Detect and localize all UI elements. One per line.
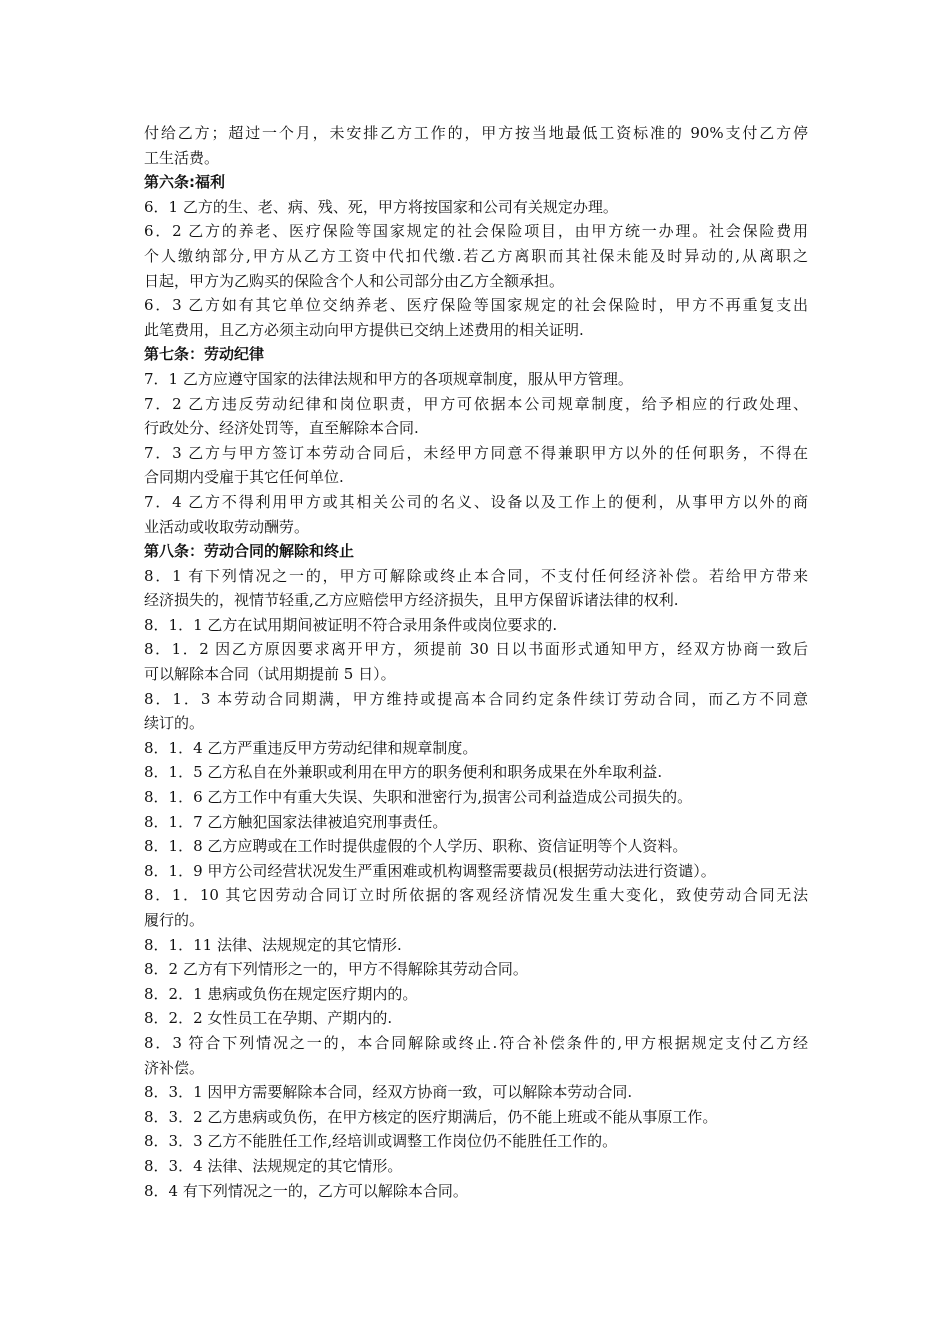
- text-line: 8．3．3 乙方不能胜任工作,经培训或调整工作岗位仍不能胜任工作的。: [144, 1132, 618, 1151]
- text-line: 8．1．9 甲方公司经营状况发生严重困难或机构调整需要裁员(根据劳动法进行资谴）。: [144, 861, 716, 880]
- text-line: 8．1．3 本劳动合同期满，甲方维持或提高本合同约定条件续订劳动合同，而乙方不同意: [144, 689, 808, 708]
- text-line: 7．3 乙方与甲方签订本劳动合同后，未经甲方同意不得兼职甲方以外的任何职务，不得在: [144, 443, 808, 462]
- clause-paragraph: [144, 982, 808, 1007]
- text-line: 8．3．4 法律、法规规定的其它情形。: [144, 1156, 403, 1175]
- clause-paragraph: [144, 1154, 808, 1179]
- clause-paragraph: [144, 957, 808, 982]
- clause-paragraph: [144, 613, 808, 638]
- clause-paragraph: [144, 392, 808, 441]
- text-line: 8．2．1 患病或负伤在规定医疗期内的。: [144, 984, 418, 1003]
- clause-paragraph: [144, 883, 808, 932]
- text-line: 8．1 有下列情况之一的，甲方可解除或终止本合同，不支付任何经济补偿。若给甲方带来: [144, 566, 808, 585]
- text-line: 6．1 乙方的生、老、病、残、死，甲方将按国家和公司有关规定办理。: [144, 197, 618, 216]
- clause-paragraph: [144, 1006, 808, 1031]
- clause-paragraph: [144, 195, 808, 220]
- text-line: 8．1．1 乙方在试用期间被证明不符合录用条件或岗位要求的.: [144, 615, 558, 634]
- text-line: 6．3 乙方如有其它单位交纳养老、医疗保险等国家规定的社会保险时，甲方不再重复支出: [144, 296, 808, 315]
- text-line: 7．4 乙方不得利用甲方或其相关公司的名义、设备以及工作上的便利，从事甲方以外的商: [144, 492, 808, 511]
- text-line: 工生活费。: [144, 148, 220, 167]
- clause-paragraph: [144, 367, 808, 392]
- text-line: 履行的。: [144, 911, 205, 929]
- clause-paragraph: [144, 441, 808, 490]
- text-line: 此笔费用，且乙方必须主动向甲方提供已交纳上述费用的相关证明.: [144, 320, 584, 339]
- clause-paragraph: [144, 687, 808, 736]
- clause-paragraph: [144, 564, 808, 613]
- clause-paragraph: [144, 293, 808, 342]
- section-heading: 第六条:福利: [144, 173, 225, 192]
- clause-paragraph: [144, 219, 808, 293]
- text-line: 6．2 乙方的养老、医疗保险等国家规定的社会保险项目，由甲方统一办理。社会保险费用: [144, 222, 808, 241]
- text-line: 日起，甲方为乙购买的保险含个人和公司部分由乙方全额承担。: [144, 271, 565, 290]
- clause-paragraph: [144, 490, 808, 539]
- clause-paragraph: [144, 1080, 808, 1105]
- text-line: 7．2 乙方违反劳动纪律和岗位职责，甲方可依据本公司规章制度，给予相应的行政处理、: [144, 394, 808, 413]
- clause-paragraph: [144, 1031, 808, 1080]
- text-line: 8．1．7 乙方触犯国家法律被追究刑事责任。: [144, 812, 448, 831]
- clause-paragraph: [144, 785, 808, 810]
- clause-paragraph: [144, 637, 808, 686]
- text-line: 业活动或收取劳动酬劳。: [144, 517, 310, 536]
- text-line: 续订的。: [144, 714, 205, 733]
- text-line: 个人缴纳部分,甲方从乙方工资中代扣代缴.若乙方离职而其社保未能及时异动的,从离职之: [144, 246, 808, 265]
- text-line: 8．3 符合下列情况之一的，本合同解除或终止.符合补偿条件的,甲方根据规定支付乙方经: [144, 1033, 808, 1052]
- clause-paragraph: [144, 859, 808, 884]
- text-line: 合同期内受雇于其它任何单位.: [144, 468, 344, 487]
- text-line: 8．1．8 乙方应聘或在工作时提供虚假的个人学历、职称、资信证明等个人资料。: [144, 837, 688, 856]
- text-line: 8．2．2 女性员工在孕期、产期内的.: [144, 1009, 393, 1028]
- text-line: 经济损失的，视情节轻重,乙方应赔偿甲方经济损失，且甲方保留诉诸法律的权利.: [144, 591, 679, 610]
- text-line: 8．3．1 因甲方需要解除本合同，经双方协商一致，可以解除本劳动合同.: [144, 1083, 633, 1102]
- text-line: 8．2 乙方有下列情形之一的，甲方不得解除其劳动合同。: [144, 960, 528, 979]
- text-line: 8．1．2 因乙方原因要求离开甲方，须提前 30 日以书面形式通知甲方，经双方协商一致后: [144, 640, 808, 659]
- clause-paragraph: [144, 736, 808, 761]
- clause-paragraph: [144, 1105, 808, 1130]
- clause-paragraph: [144, 933, 808, 958]
- text-line: 可以解除本合同（试用期提前 5 日）。: [144, 665, 396, 684]
- text-line: 济补偿。: [144, 1058, 205, 1077]
- text-line: 8．1．6 乙方工作中有重大失误、失职和泄密行为,损害公司利益造成公司损失的。: [144, 788, 693, 807]
- section-heading: 第七条：劳动纪律: [144, 345, 265, 364]
- text-line: 行政处分、经济处罚等，直至解除本合同.: [144, 419, 419, 438]
- clause-paragraph: [144, 760, 808, 785]
- clause-paragraph: [144, 810, 808, 835]
- text-line: 8．3．2 乙方患病或负伤，在甲方核定的医疗期满后，仍不能上班或不能从事原工作。: [144, 1107, 718, 1126]
- clause-paragraph: [144, 121, 808, 170]
- text-line: 8．1．4 乙方严重违反甲方劳动纪律和规章制度。: [144, 738, 478, 757]
- clause-paragraph: [144, 834, 808, 859]
- text-line: 8．1．5 乙方私自在外兼职或利用在甲方的职务便利和职务成果在外牟取利益.: [144, 763, 663, 782]
- text-line: 8．1．11 法律、法规规定的其它情形.: [144, 935, 402, 954]
- text-line: 8．1．10 其它因劳动合同订立时所依据的客观经济情况发生重大变化，致使劳动合同无法: [144, 886, 808, 905]
- clause-paragraph: [144, 1179, 808, 1204]
- clause-paragraph: [144, 1129, 808, 1154]
- document-page: [144, 121, 808, 1203]
- text-line: 付给乙方；超过一个月，未安排乙方工作的，甲方按当地最低工资标准的 90%支付乙方停: [144, 124, 808, 142]
- text-line: 7．1 乙方应遵守国家的法律法规和甲方的各项规章制度，服从甲方管理。: [144, 369, 633, 388]
- text-line: 8．4 有下列情况之一的，乙方可以解除本合同。: [144, 1181, 468, 1200]
- section-heading: 第八条：劳动合同的解除和终止: [144, 542, 355, 561]
